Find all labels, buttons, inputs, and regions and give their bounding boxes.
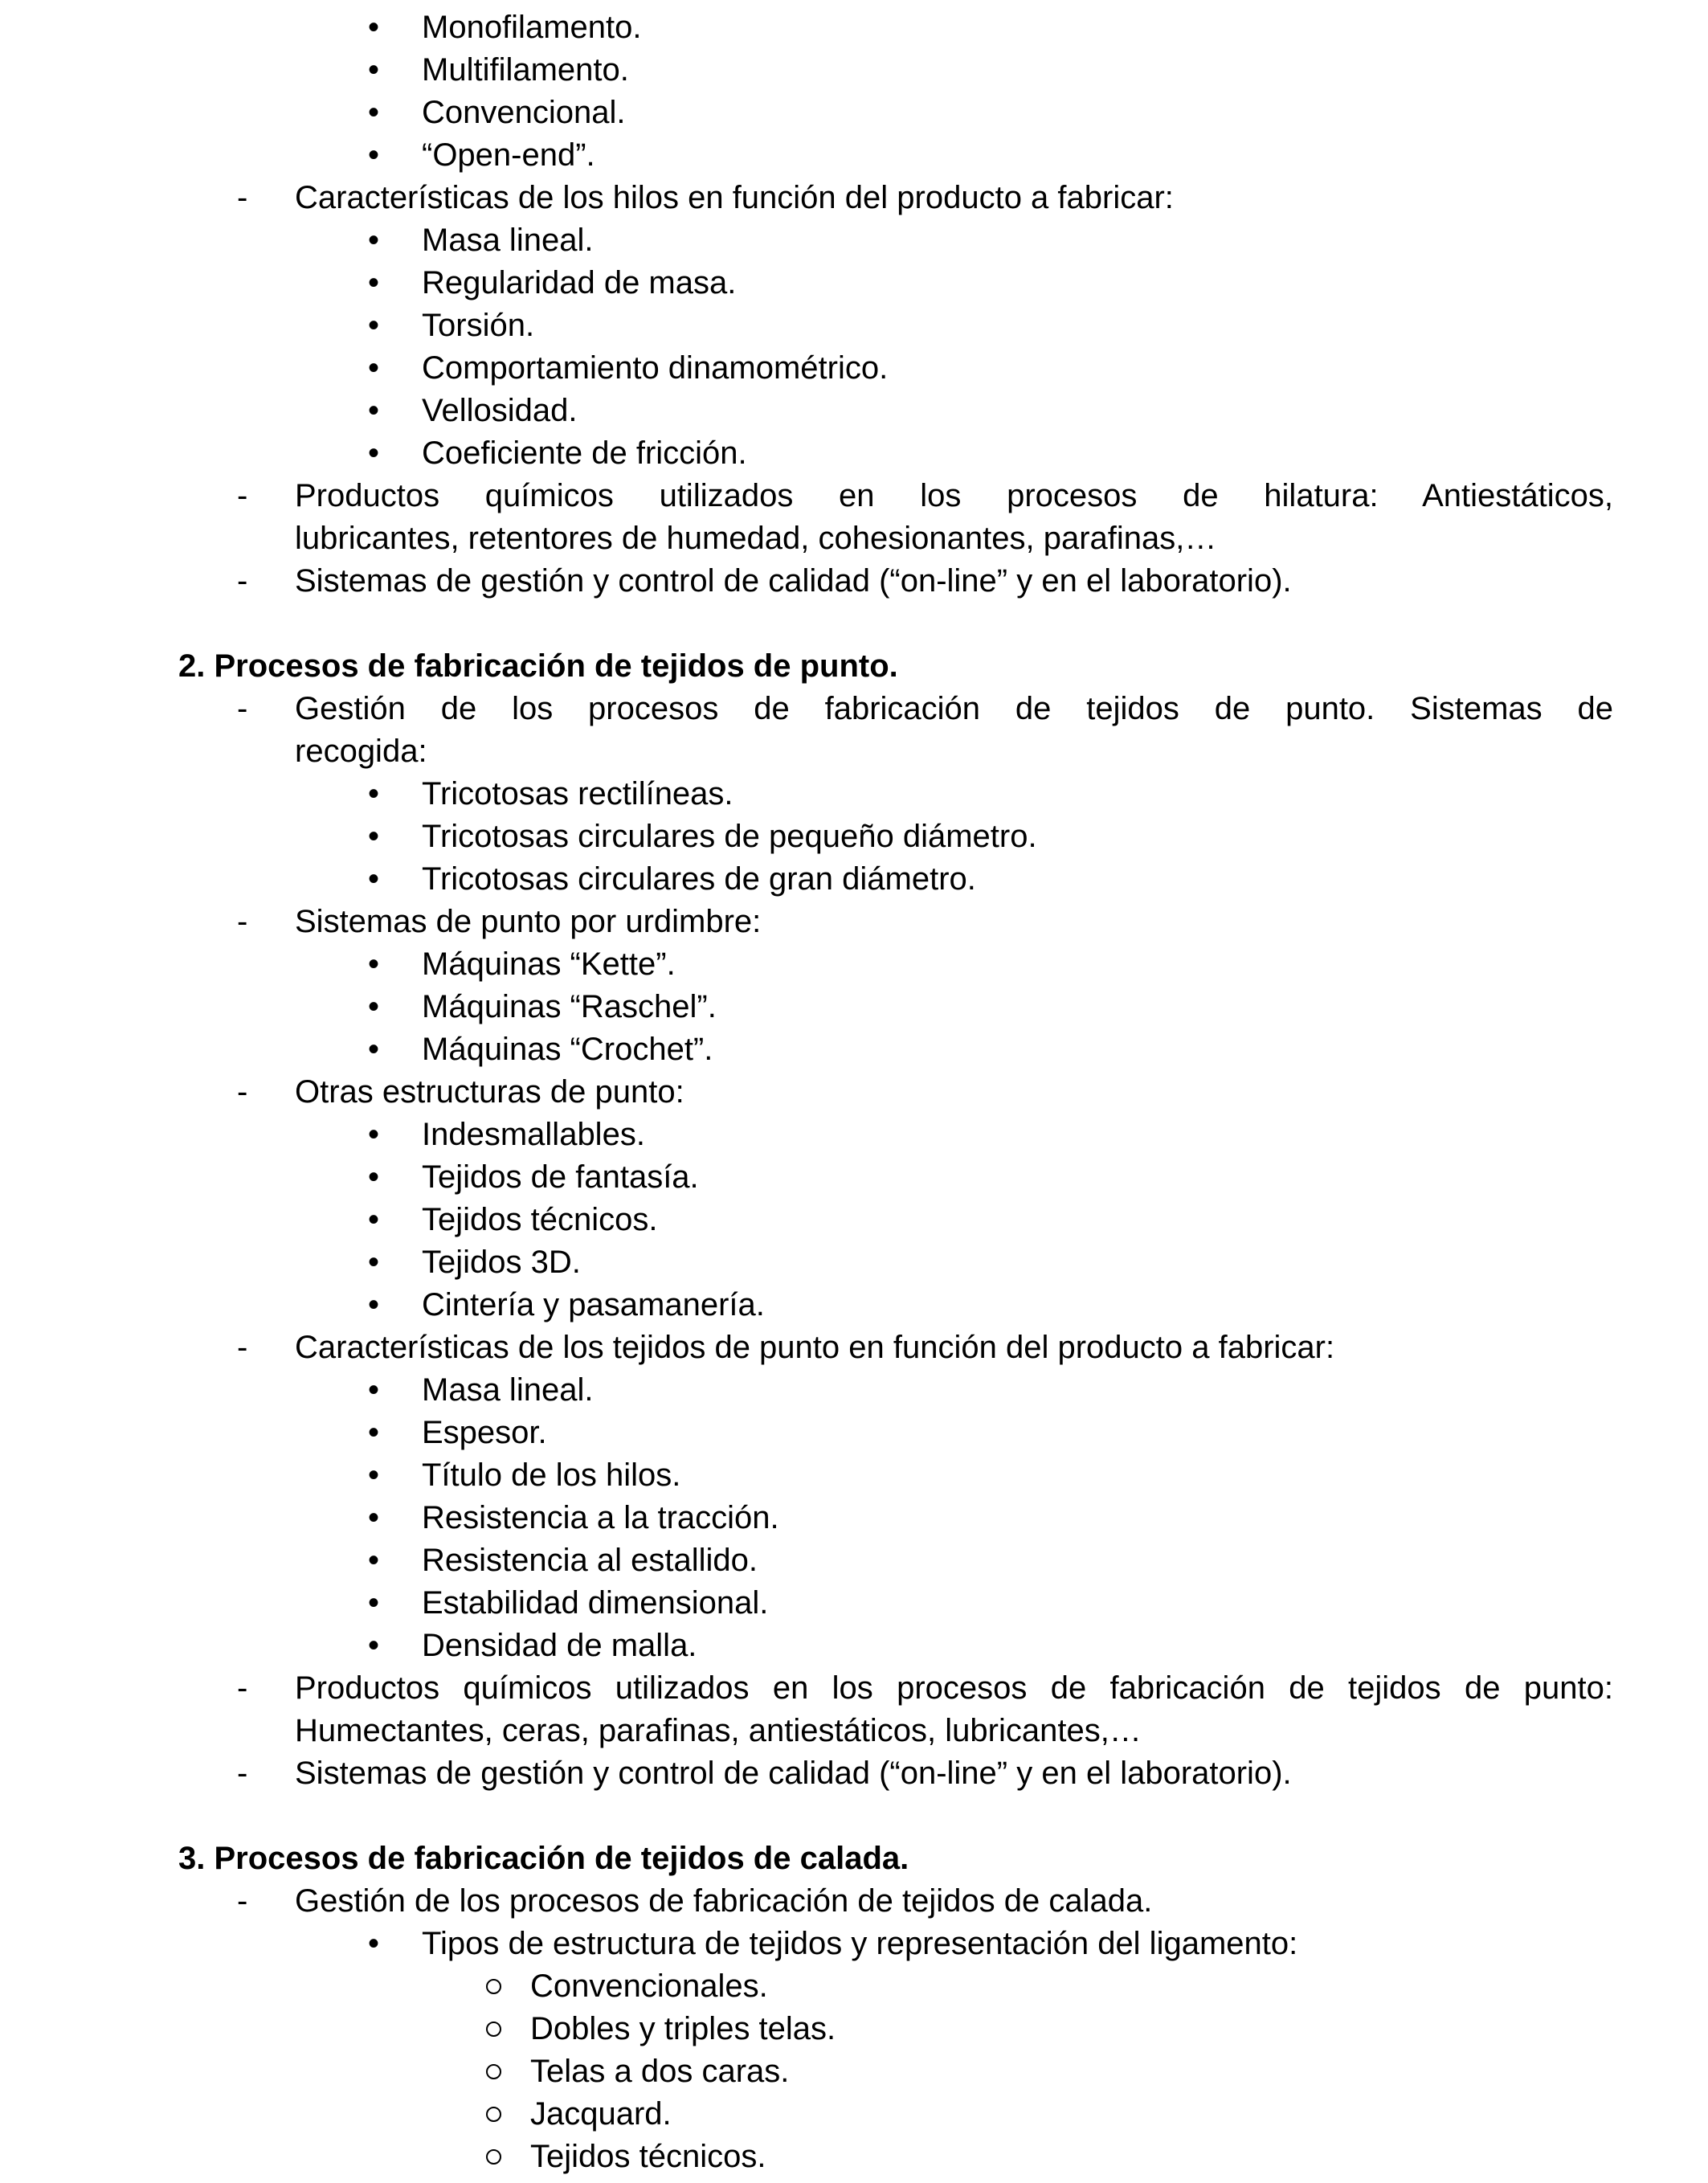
text-line: Tricotosas circulares de gran diámetro. xyxy=(422,861,976,897)
list-item-dash xyxy=(237,688,1613,773)
list-item-circle xyxy=(530,2008,1613,2050)
bullet-marker: • xyxy=(368,776,380,811)
list-item-bullet xyxy=(368,219,1613,262)
text-line: Humectantes, ceras, parafinas, antiestáticos, lubricantes,… xyxy=(295,1713,1142,1748)
text-line: Monofilamento. xyxy=(422,10,642,45)
bullet-marker: • xyxy=(368,1585,380,1621)
text-line: Multifilamento. xyxy=(422,52,629,88)
text-line: Título de los hilos. xyxy=(422,1457,681,1493)
bullet-marker: • xyxy=(368,350,380,386)
list-item-bullet xyxy=(368,1241,1613,1284)
list-item-bullet xyxy=(368,1284,1613,1327)
bullet-marker: • xyxy=(368,1372,380,1408)
bullet-marker: • xyxy=(368,1415,380,1450)
bullet-marker: • xyxy=(368,1245,380,1280)
list-item-bullet xyxy=(368,1412,1613,1454)
text-line: Resistencia al estallido. xyxy=(422,1543,758,1578)
dash-marker: - xyxy=(237,904,248,939)
list-item-bullet xyxy=(368,986,1613,1028)
bullet-marker: • xyxy=(368,308,380,343)
text-line: Masa lineal. xyxy=(422,1372,594,1408)
text-line: Tejidos 3D. xyxy=(422,1245,581,1280)
text-line: Masa lineal. xyxy=(422,223,594,258)
list-item-circle xyxy=(530,1965,1613,2008)
text-line: Gestión de los procesos de fabricación de tejidos de calada. xyxy=(295,1883,1153,1919)
bullet-marker: • xyxy=(368,819,380,854)
section-heading: 2. Procesos de fabricación de tejidos de punto. xyxy=(178,648,898,684)
text-line: recogida: xyxy=(295,734,427,769)
list-item-bullet xyxy=(368,49,1613,92)
text-line: Resistencia a la tracción. xyxy=(422,1500,779,1535)
text-line: Convencionales. xyxy=(530,1968,768,2004)
dash-marker: - xyxy=(237,1330,248,1365)
text-line: Torsión. xyxy=(422,308,535,343)
bullet-marker: • xyxy=(368,946,380,982)
list-item-bullet xyxy=(368,1199,1613,1241)
text-line: “Open-end”. xyxy=(422,137,595,173)
bullet-marker: • xyxy=(368,1628,380,1663)
text-line: Tejidos técnicos. xyxy=(530,2139,766,2174)
list-item-bullet xyxy=(368,92,1613,134)
list-item-bullet xyxy=(368,1497,1613,1539)
list-item-bullet xyxy=(368,1582,1613,1625)
text-line: Sistemas de gestión y control de calidad (“on-line” y en el laboratorio). xyxy=(295,563,1292,599)
list-item-dash xyxy=(237,1327,1613,1369)
list-item-bullet xyxy=(368,1539,1613,1582)
list-item-bullet xyxy=(368,390,1613,432)
text-line: Productos químicos utilizados en los procesos de hilatura: Antiestáticos, xyxy=(295,478,1613,513)
bullet-marker: • xyxy=(368,95,380,130)
circle-marker xyxy=(486,2064,501,2079)
list-item-circle xyxy=(530,2093,1613,2136)
text-line: Jacquard. xyxy=(530,2096,672,2132)
text-line: Tejidos técnicos. xyxy=(422,1202,658,1237)
text-line: Características de los tejidos de punto en función del producto a fabricar: xyxy=(295,1330,1335,1365)
circle-marker xyxy=(486,2107,501,2122)
list-item-bullet xyxy=(368,1114,1613,1156)
text-line: Sistemas de gestión y control de calidad (“on-line” y en el laboratorio). xyxy=(295,1756,1292,1791)
bullet-marker: • xyxy=(368,265,380,300)
bullet-marker: • xyxy=(368,52,380,88)
text-line: Convencional. xyxy=(422,95,626,130)
bullet-marker: • xyxy=(368,393,380,428)
list-item-bullet xyxy=(368,6,1613,49)
text-line: Telas a dos caras. xyxy=(530,2054,790,2089)
circle-marker xyxy=(486,1979,501,1994)
dash-marker: - xyxy=(237,478,248,513)
text-line: Sistemas de punto por urdimbre: xyxy=(295,904,762,939)
text-line: Otras estructuras de punto: xyxy=(295,1074,684,1110)
list-item-bullet xyxy=(368,305,1613,347)
dash-marker: - xyxy=(237,691,248,726)
list-item-bullet xyxy=(368,1028,1613,1071)
dash-marker: - xyxy=(237,180,248,215)
list-item-bullet xyxy=(368,943,1613,986)
text-line: Gestión de los procesos de fabricación de tejidos de punto. Sistemas de xyxy=(295,691,1613,726)
text-line: Tipos de estructura de tejidos y representación del ligamento: xyxy=(422,1926,1298,1961)
bullet-marker: • xyxy=(368,1032,380,1067)
text-line: Cintería y pasamanería. xyxy=(422,1287,765,1322)
text-line: Dobles y triples telas. xyxy=(530,2011,836,2046)
bullet-marker: • xyxy=(368,1117,380,1152)
list-item-dash xyxy=(237,1752,1613,1795)
bullet-marker: • xyxy=(368,1202,380,1237)
dash-marker: - xyxy=(237,1883,248,1919)
section-heading: 3. Procesos de fabricación de tejidos de calada. xyxy=(178,1841,909,1876)
circle-marker xyxy=(486,2022,501,2037)
text-line: Tricotosas circulares de pequeño diámetro. xyxy=(422,819,1037,854)
list-item-bullet xyxy=(368,1923,1613,1965)
list-item-bullet xyxy=(368,134,1613,177)
bullet-marker: • xyxy=(368,137,380,173)
text-line: Características de los hilos en función del producto a fabricar: xyxy=(295,180,1174,215)
text-line: Densidad de malla. xyxy=(422,1628,697,1663)
text-line: Máquinas “Kette”. xyxy=(422,946,676,982)
list-item-bullet xyxy=(368,432,1613,475)
list-item-bullet xyxy=(368,816,1613,858)
text-line: Comportamiento dinamométrico. xyxy=(422,350,889,386)
list-item-dash xyxy=(237,901,1613,943)
bullet-marker: • xyxy=(368,1159,380,1195)
bullet-marker: • xyxy=(368,223,380,258)
bullet-marker: • xyxy=(368,1926,380,1961)
text-line: Productos químicos utilizados en los procesos de fabricación de tejidos de punto: xyxy=(295,1670,1613,1706)
bullet-marker: • xyxy=(368,435,380,471)
dash-marker: - xyxy=(237,1756,248,1791)
list-item-bullet xyxy=(368,1369,1613,1412)
list-item-dash xyxy=(237,560,1613,603)
text-line: Tejidos de fantasía. xyxy=(422,1159,699,1195)
list-item-bullet xyxy=(368,1625,1613,1667)
list-item-dash xyxy=(237,475,1613,560)
list-item-bullet xyxy=(368,773,1613,816)
dash-marker: - xyxy=(237,1074,248,1110)
text-line: lubricantes, retentores de humedad, cohesionantes, parafinas,… xyxy=(295,521,1217,556)
text-line: Estabilidad dimensional. xyxy=(422,1585,769,1621)
bullet-marker: • xyxy=(368,1543,380,1578)
text-line: Máquinas “Crochet”. xyxy=(422,1032,713,1067)
text-line: Máquinas “Raschel”. xyxy=(422,989,717,1024)
list-item-bullet xyxy=(368,347,1613,390)
list-item-bullet xyxy=(368,1454,1613,1497)
list-item-bullet xyxy=(368,1156,1613,1199)
text-line: Coeficiente de fricción. xyxy=(422,435,747,471)
list-item-circle xyxy=(530,2050,1613,2093)
list-item-dash xyxy=(237,177,1613,219)
dash-marker: - xyxy=(237,1670,248,1706)
list-item-circle xyxy=(530,2136,1613,2178)
list-item-bullet xyxy=(368,262,1613,305)
text-line: Espesor. xyxy=(422,1415,547,1450)
bullet-marker: • xyxy=(368,861,380,897)
text-line: Tricotosas rectilíneas. xyxy=(422,776,733,811)
document-page xyxy=(0,6,1708,2178)
list-item-bullet xyxy=(368,858,1613,901)
bullet-marker: • xyxy=(368,1457,380,1493)
list-item-dash xyxy=(237,1071,1613,1114)
dash-marker: - xyxy=(237,563,248,599)
bullet-marker: • xyxy=(368,1500,380,1535)
text-line: Vellosidad. xyxy=(422,393,578,428)
list-item-dash xyxy=(237,1880,1613,1923)
text-line: Indesmallables. xyxy=(422,1117,645,1152)
text-line: Regularidad de masa. xyxy=(422,265,737,300)
bullet-marker: • xyxy=(368,10,380,45)
list-item-dash xyxy=(237,1667,1613,1752)
bullet-marker: • xyxy=(368,989,380,1024)
bullet-marker: • xyxy=(368,1287,380,1322)
circle-marker xyxy=(486,2149,501,2165)
